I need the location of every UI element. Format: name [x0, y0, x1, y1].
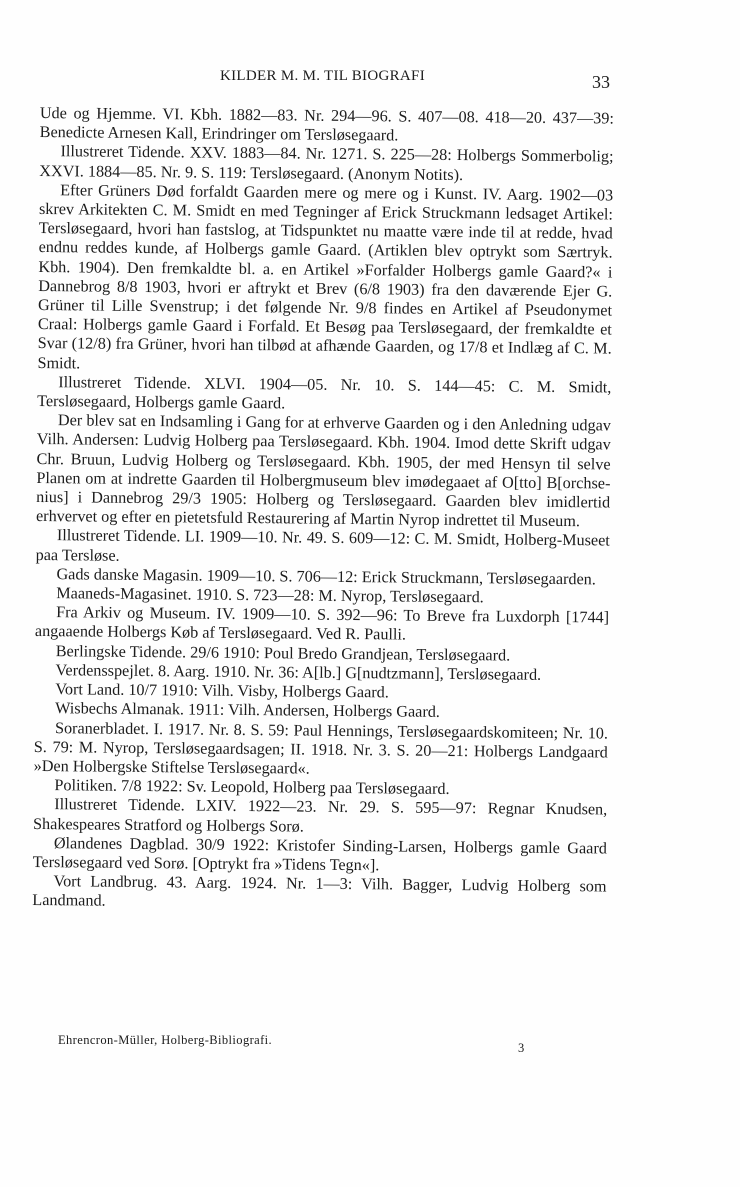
paragraph-indsamling: Der blev sat en Indsamling i Gang for at erhverve Gaarden og i den Anledning udgav Vilh. Andersen: Ludvig Holberg paa Tersløsegaard. Kbh. 1904. Imod dette Skrift udgav Chr. Bruun, Ludvig Holberg og Tersløsegaard. Kbh. 1905, der med Hensyn til selve Planen om at indrette Gaarden til Holbergmuseum blev imødegaaet af O[tto] B[orchsenius] i Dannebrog 29/3 1905: Holberg og Tersløsegaard. Gaarden blev imidlertid erhvervet og efter en pietetsfuld Restaurering af Martin Nyrop indrettet til Museum.: [35, 411, 612, 531]
paragraph-vort-landbrug: Vort Landbrug. 43. Aarg. 1924. Nr. 1—3: Vilh. Bagger, Ludvig Holberg som Landmand.: [32, 872, 607, 910]
paragraph-politiken: Politiken. 7/8 1922: Sv. Leopold, Holberg paa Tersløsegaard.: [54, 776, 450, 799]
paragraph-maaneds-magasinet: Maaneds-Magasinet. 1910. S. 723—28: M. Nyrop, Tersløsegaard.: [56, 584, 484, 607]
paragraph-gads-danske-magasin: Gads danske Magasin. 1909—10. S. 706—12: Erick Struckmann, Tersløsegaarden.: [56, 565, 596, 589]
footer-note: Ehrencron-Müller, Holberg-Bibliografi.: [58, 1033, 273, 1047]
paragraph-illustreret-tidende-li: Illustreret Tidende. LI. 1909—10. Nr. 49. S. 609—12: C. M. Smidt, Holberg-Museet paa Tersløse.: [35, 526, 610, 565]
paragraph-berlingske-tidende: Berlingske Tidende. 29/6 1910: Poul Bredo Grandjean, Tersløsegaard.: [55, 641, 511, 665]
bibliography-text: [32, 104, 614, 916]
paragraph-soranerbladet: Soranerbladet. I. 1917. Nr. 8. S. 59: Paul Hennings, Tersløsegaardskomiteen; Nr. 10. S. 79: M. Nyrop, Tersløsegaardsagen; II. 1918. Nr. 3. S. 20—21: Holbergs Landgaard »Den Holbergske Stiftelse Tersløsegaard«.: [33, 718, 609, 778]
paragraph-fra-arkiv-og-museum: Fra Arkiv og Museum. IV. 1909—10. S. 392—96: To Breve fra Luxdorph [1744] angaaende Holbergs Køb af Tersløsegaard. Ved R. Paulli.: [34, 603, 610, 645]
paragraph-ude-og-hjemme: Ude og Hjemme. VI. Kbh. 1882—83. Nr. 294—96. S. 407—08. 418—20. 437—39: Benedicte Arnesen Kall, Erindringer om Tersløsegaard.: [39, 104, 614, 145]
paragraph-illustreret-tidende-xlvi: Illustreret Tidende. XLVI. 1904—05. Nr. 10. S. 144—45: C. M. Smidt, Tersløsegaard, Holbergs gamle Gaard.: [37, 373, 612, 413]
paragraph-illustreret-tidende-lxiv: Illustreret Tidende. LXIV. 1922—23. Nr. 29. S. 595—97: Regnar Knudsen, Shakespeares Stratford og Holbergs Sorø.: [33, 795, 608, 836]
signature-mark: 3: [518, 1041, 525, 1055]
page-number: 33: [592, 72, 610, 92]
paragraph-vort-land: Vort Land. 10/7 1910: Vilh. Visby, Holbergs Gaard.: [55, 680, 389, 702]
running-head: [0, 64, 740, 94]
page-footer: [0, 1033, 740, 1057]
running-title: KILDER M. M. TIL BIOGRAFI: [220, 68, 425, 84]
paragraph-illustreret-tidende-xxv: Illustreret Tidende. XXV. 1883—84. Nr. 1271. S. 225—28: Holbergs Sommerbolig; XXVI. 1884—85. Nr. 9. S. 119: Tersløsegaard. (Anonym Notits).: [39, 142, 614, 184]
paragraph-olandenes-dagblad: Ølandenes Dagblad. 30/9 1922: Kristofer Sinding-Larsen, Holbergs gamle Gaard Tersløsegaard ved Sorø. [Optrykt fra »Tidens Tegn«].: [32, 833, 607, 875]
paragraph-efter-gruners-dod: Efter Grüners Død forfaldt Gaarden mere og mere og i Kunst. IV. Aarg. 1902—03 skrev Arkitekten C. M. Smidt en med Tegninger af Erick Struckmann ledsaget Artikel: Tersløsegaard, hvori han fastslog, at Tidspunktet nu maatte være inde til at redde, hvad endnu reddes kunde, af Holbergs gamle Gaard. (Artiklen blev optrykt som Særtryk. Kbh. 1904). Den fremkaldte bl. a. en Artikel »Forfalder Holbergs gamle Gaard?« i Dannebrog 8/8 1903, hvori er aftrykt et Brev (6/8 1903) fra den daværende Ejer G. Grüner til Lille Svenstrup; i det følgende Nr. 9/8 findes en Artikel af Pseudonymet Craal: Holbergs gamle Gaard i Forfald. Et Besøg paa Tersløsegaard, der fremkaldte et Svar (12/8) fra Grüner, hvori han tilbød at afhænde Gaarden, og 17/8 et Indlæg af C. M. Smidt.: [37, 181, 614, 373]
paragraph-wisbechs-almanak: Wisbechs Almanak. 1911: Vilh. Andersen, Holbergs Gaard.: [55, 699, 440, 722]
paragraph-verdensspejlet: Verdensspejlet. 8. Aarg. 1910. Nr. 36: A[lb.] G[nudtzmann], Tersløsegaard.: [55, 661, 542, 684]
